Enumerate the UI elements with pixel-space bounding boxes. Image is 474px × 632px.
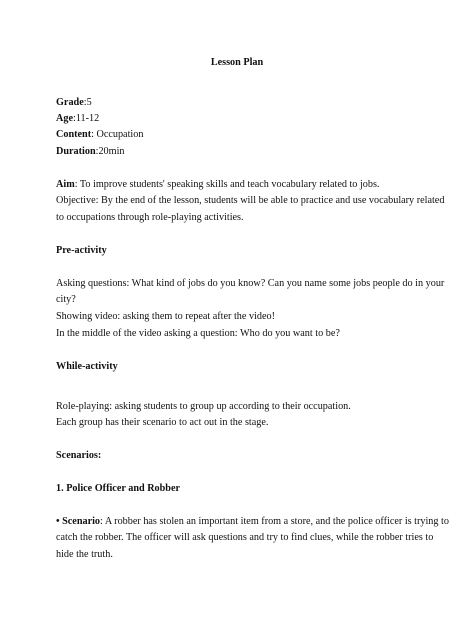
grade-value: :5 — [83, 97, 92, 108]
age-value: :11-12 — [72, 113, 100, 124]
scenario-bullet-label: • Scenario — [56, 516, 101, 527]
pre-activity-line-1: Asking questions: What kind of jobs do you know? Can you name some jobs people do in your — [56, 278, 445, 289]
content-label: Content — [56, 129, 92, 140]
grade-label: Grade — [56, 97, 84, 108]
while-activity-line-1: Role-playing: asking students to group up according to their occupation. — [56, 401, 351, 412]
scenario-1-line-2: catch the robber. The officer will ask questions and try to find clues, while the robber tries to — [56, 532, 434, 543]
pre-activity-line-2: city? — [56, 294, 76, 305]
grade-line — [56, 97, 92, 109]
age-label: Age — [56, 113, 73, 124]
content-value: : Occupation — [91, 129, 144, 140]
scenario-1-title — [56, 483, 180, 495]
aim-text: : To improve students' speaking skills and teach vocabulary related to jobs. — [74, 179, 380, 190]
while-activity-heading — [56, 361, 118, 373]
aim-line — [56, 179, 379, 191]
age-line — [56, 113, 99, 125]
while-activity-heading-text: While-activity — [56, 361, 118, 372]
while-activity-line-2: Each group has their scenario to act out in the stage. — [56, 417, 269, 428]
scenarios-heading — [56, 450, 101, 462]
objective-line-2: to occupations through role-playing activities. — [56, 212, 244, 223]
duration-value: :20min — [95, 146, 125, 157]
scenarios-heading-text: Scenarios: — [56, 450, 102, 461]
duration-line — [56, 146, 125, 158]
duration-label: Duration — [56, 146, 96, 157]
aim-label: Aim — [56, 179, 75, 190]
scenario-1-line-3: hide the truth. — [56, 549, 113, 560]
objective-line-1: Objective: By the end of the lesson, students will be able to practice and use vocabulary related — [56, 195, 445, 206]
scenario-1-line-1 — [56, 516, 449, 528]
content-line — [56, 129, 143, 141]
pre-activity-heading-text: Pre-activity — [56, 245, 107, 256]
scenario-1-text-1: : A robber has stolen an important item from a store, and the police officer is trying to — [100, 516, 449, 527]
scenario-1-title-text: 1. Police Officer and Robber — [56, 483, 181, 494]
pre-activity-line-3: Showing video: asking them to repeat after the video! — [56, 311, 275, 322]
pre-activity-heading — [56, 245, 107, 257]
pre-activity-line-4: In the middle of the video asking a question: Who do you want to be? — [56, 328, 340, 339]
document-title: Lesson Plan — [210, 57, 264, 68]
